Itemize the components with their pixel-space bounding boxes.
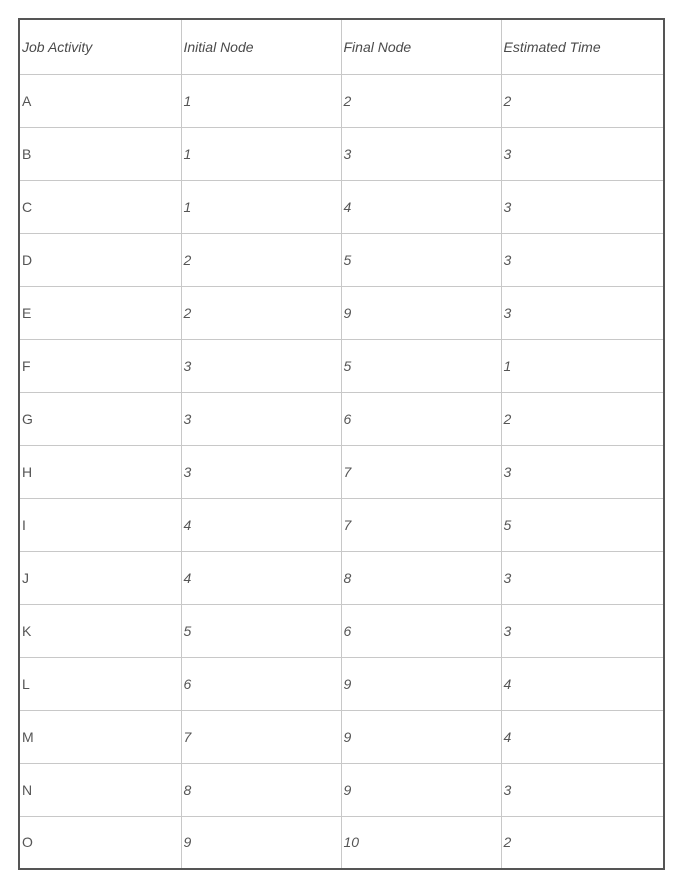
initial-node-cell: 4 [181,551,341,604]
initial-node-cell: 1 [181,127,341,180]
initial-node-cell: 1 [181,74,341,127]
header-estimated-time: Estimated Time [501,19,664,74]
final-node-cell: 4 [341,180,501,233]
table-row [19,127,664,180]
header-final-node: Final Node [341,19,501,74]
estimated-time-cell: 5 [501,498,664,551]
initial-node-cell: 3 [181,339,341,392]
final-node-cell: 9 [341,286,501,339]
initial-node-cell: 2 [181,233,341,286]
initial-node-cell: 9 [181,816,341,869]
estimated-time-cell: 3 [501,763,664,816]
initial-node-cell: 3 [181,392,341,445]
table-row [19,180,664,233]
initial-node-cell: 4 [181,498,341,551]
table-row [19,392,664,445]
estimated-time-cell: 4 [501,657,664,710]
estimated-time-cell: 3 [501,604,664,657]
final-node-cell: 9 [341,657,501,710]
job-activity-cell: D [19,233,181,286]
table-row [19,74,664,127]
initial-node-cell: 7 [181,710,341,763]
final-node-cell: 10 [341,816,501,869]
activity-table [18,18,665,870]
job-activity-cell: J [19,551,181,604]
job-activity-cell: F [19,339,181,392]
estimated-time-cell: 1 [501,339,664,392]
estimated-time-cell: 3 [501,233,664,286]
table-row [19,657,664,710]
estimated-time-cell: 3 [501,286,664,339]
job-activity-cell: L [19,657,181,710]
final-node-cell: 9 [341,710,501,763]
initial-node-cell: 3 [181,445,341,498]
estimated-time-cell: 2 [501,392,664,445]
estimated-time-cell: 3 [501,445,664,498]
final-node-cell: 6 [341,392,501,445]
table-row [19,233,664,286]
table-row [19,445,664,498]
initial-node-cell: 1 [181,180,341,233]
job-activity-cell: N [19,763,181,816]
job-activity-cell: I [19,498,181,551]
job-activity-cell: C [19,180,181,233]
job-activity-cell: G [19,392,181,445]
final-node-cell: 7 [341,445,501,498]
table-row [19,710,664,763]
job-activity-cell: M [19,710,181,763]
estimated-time-cell: 3 [501,180,664,233]
table-row [19,604,664,657]
table-row [19,816,664,869]
final-node-cell: 7 [341,498,501,551]
initial-node-cell: 8 [181,763,341,816]
final-node-cell: 8 [341,551,501,604]
job-activity-cell: B [19,127,181,180]
initial-node-cell: 6 [181,657,341,710]
job-activity-cell: H [19,445,181,498]
final-node-cell: 3 [341,127,501,180]
estimated-time-cell: 2 [501,74,664,127]
estimated-time-cell: 2 [501,816,664,869]
table-row [19,763,664,816]
job-activity-cell: A [19,74,181,127]
final-node-cell: 5 [341,339,501,392]
estimated-time-cell: 3 [501,551,664,604]
final-node-cell: 6 [341,604,501,657]
estimated-time-cell: 3 [501,127,664,180]
activity-table-container [18,18,663,868]
table-row [19,551,664,604]
job-activity-cell: K [19,604,181,657]
final-node-cell: 9 [341,763,501,816]
job-activity-cell: E [19,286,181,339]
final-node-cell: 2 [341,74,501,127]
table-row [19,498,664,551]
final-node-cell: 5 [341,233,501,286]
header-initial-node: Initial Node [181,19,341,74]
table-row [19,339,664,392]
initial-node-cell: 2 [181,286,341,339]
header-job-activity: Job Activity [19,19,181,74]
job-activity-cell: O [19,816,181,869]
estimated-time-cell: 4 [501,710,664,763]
table-row [19,286,664,339]
table-header-row [19,19,664,74]
initial-node-cell: 5 [181,604,341,657]
